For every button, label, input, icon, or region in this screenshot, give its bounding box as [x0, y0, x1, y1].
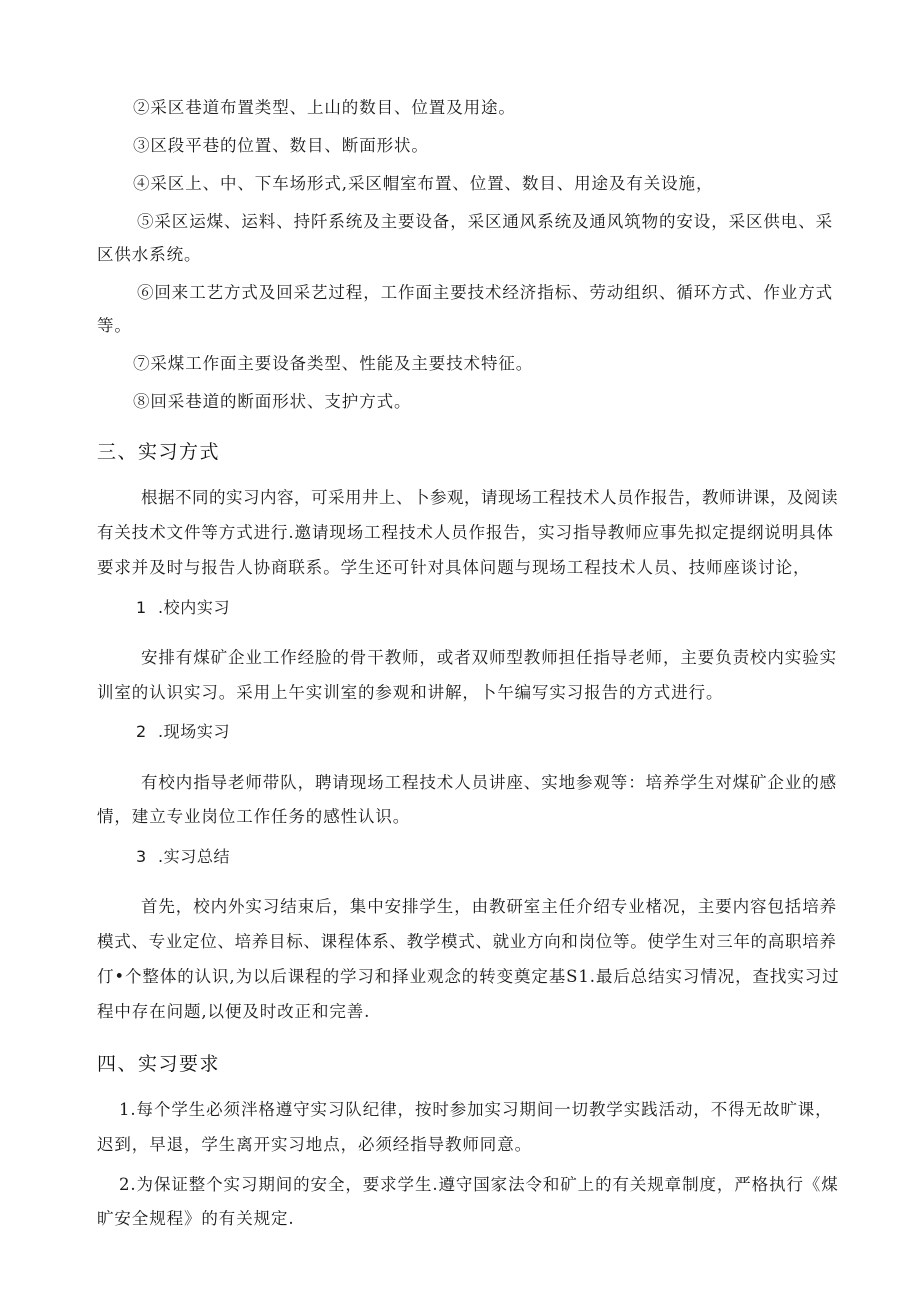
section-3-intro-line-3: 要求并及时与报告人协商联系。学生还可针对具体问题与现场工程技术人员、技师座谈讨论，: [97, 558, 811, 577]
subsection-2-line-2: 情，建立专业岗位工作任务的感性认识。: [97, 807, 411, 826]
subsection-1-title: [136, 597, 230, 619]
requirement-1-line-2: 迟到，早退，学生离开实习地点，必须经指导教师同意。: [97, 1135, 532, 1154]
subsection-3-title: [136, 846, 230, 868]
item-5-line-2: 区供水系统。: [97, 245, 202, 264]
subsection-3-line-1: 首先，校内外实习结束后，集中安排学生，由教研室主任介绍专业楮况，主要内容包括培养: [141, 897, 837, 916]
item-6-line-2: 等。: [97, 316, 132, 335]
requirement-2-line-2: 旷安全规程》的有关规定.: [97, 1209, 295, 1228]
section-4-heading: 四、实习要求: [97, 1053, 221, 1075]
subsection-3-label: .实习总结: [158, 847, 231, 866]
item-2: ②采区巷道布置类型、上山的数目、位置及用途。: [133, 98, 516, 117]
section-3-intro-line-1: 根据不同的实习内容，可采用井上、卜参观，请现场工程技术人员作报告，教师讲课，及阅读: [141, 488, 838, 507]
section-3-intro-line-2: 有关技术文件等方式进行.邀请现场工程技术人员作报告，实习指导教师应事先拟定提纲说明具体: [97, 523, 834, 542]
subsection-3-line-2: 模式、专业定位、培养目标、课程体系、教学模式、就业方向和岗位等。使学生对三年的高职培养: [97, 932, 837, 951]
subsection-2-title: [136, 721, 230, 743]
section-3-heading: 三、实习方式: [97, 441, 221, 463]
subsection-3-number: 3: [136, 847, 147, 866]
subsection-2-number: 2: [136, 722, 147, 741]
subsection-3-line-3: 仃•个整体的认识,为以后课程的学习和择业观念的转变奠定基S1.最后总结实习情况，查找实习过: [97, 967, 840, 986]
subsection-1-line-2: 训室的认识实习。采用上午实训室的参观和讲解，卜午编写实习报告的方式进行。: [97, 683, 724, 702]
requirement-2-line-1: 2.为保证整个实习期间的安全，要求学生.遵守国家法令和矿上的有关规章制度，严格执行《煤: [119, 1175, 839, 1194]
subsection-3-line-4: 程中存在问题,以便及时改正和完善.: [97, 1002, 371, 1021]
subsection-1-line-1: 安排有煤矿企业工作经脸的骨干教师，或者双师型教师担任指导老师，主要负责校内实验实: [141, 648, 837, 667]
item-3: ③区段平巷的位置、数目、断面形状。: [133, 136, 429, 155]
item-5-line-1: ⑤采区运煤、运料、持阡系统及主要设备，采区通风系统及通风筑物的安设，采区供电、采: [137, 212, 833, 231]
item-6-line-1: ⑥回来工艺方式及回采艺过程，工作面主要技术经济指标、劳动组织、循环方式、作业方式: [137, 283, 833, 302]
subsection-2-line-1: 有校内指导老师带队，聘请现场工程技术人员讲座、实地参观等：培养学生对煤矿企业的感: [141, 773, 837, 792]
requirement-1-line-1: 1.每个学生必须泮格遵守实习队纪律，按时参加实习期间一切教学实践活动，不得无故旷课，: [119, 1100, 833, 1119]
item-4: ④采区上、中、下车场形式,采区帽室布置、位置、数目、用途及有关设施，: [133, 174, 714, 193]
subsection-1-number: 1: [136, 598, 147, 617]
subsection-1-label: .校内实习: [158, 598, 231, 617]
subsection-2-label: .现场实习: [158, 722, 231, 741]
item-7: ⑦采煤工作面主要设备类型、性能及主要技术特征。: [133, 354, 534, 373]
item-8: ⑧回采巷道的断面形状、支护方式。: [133, 392, 412, 411]
